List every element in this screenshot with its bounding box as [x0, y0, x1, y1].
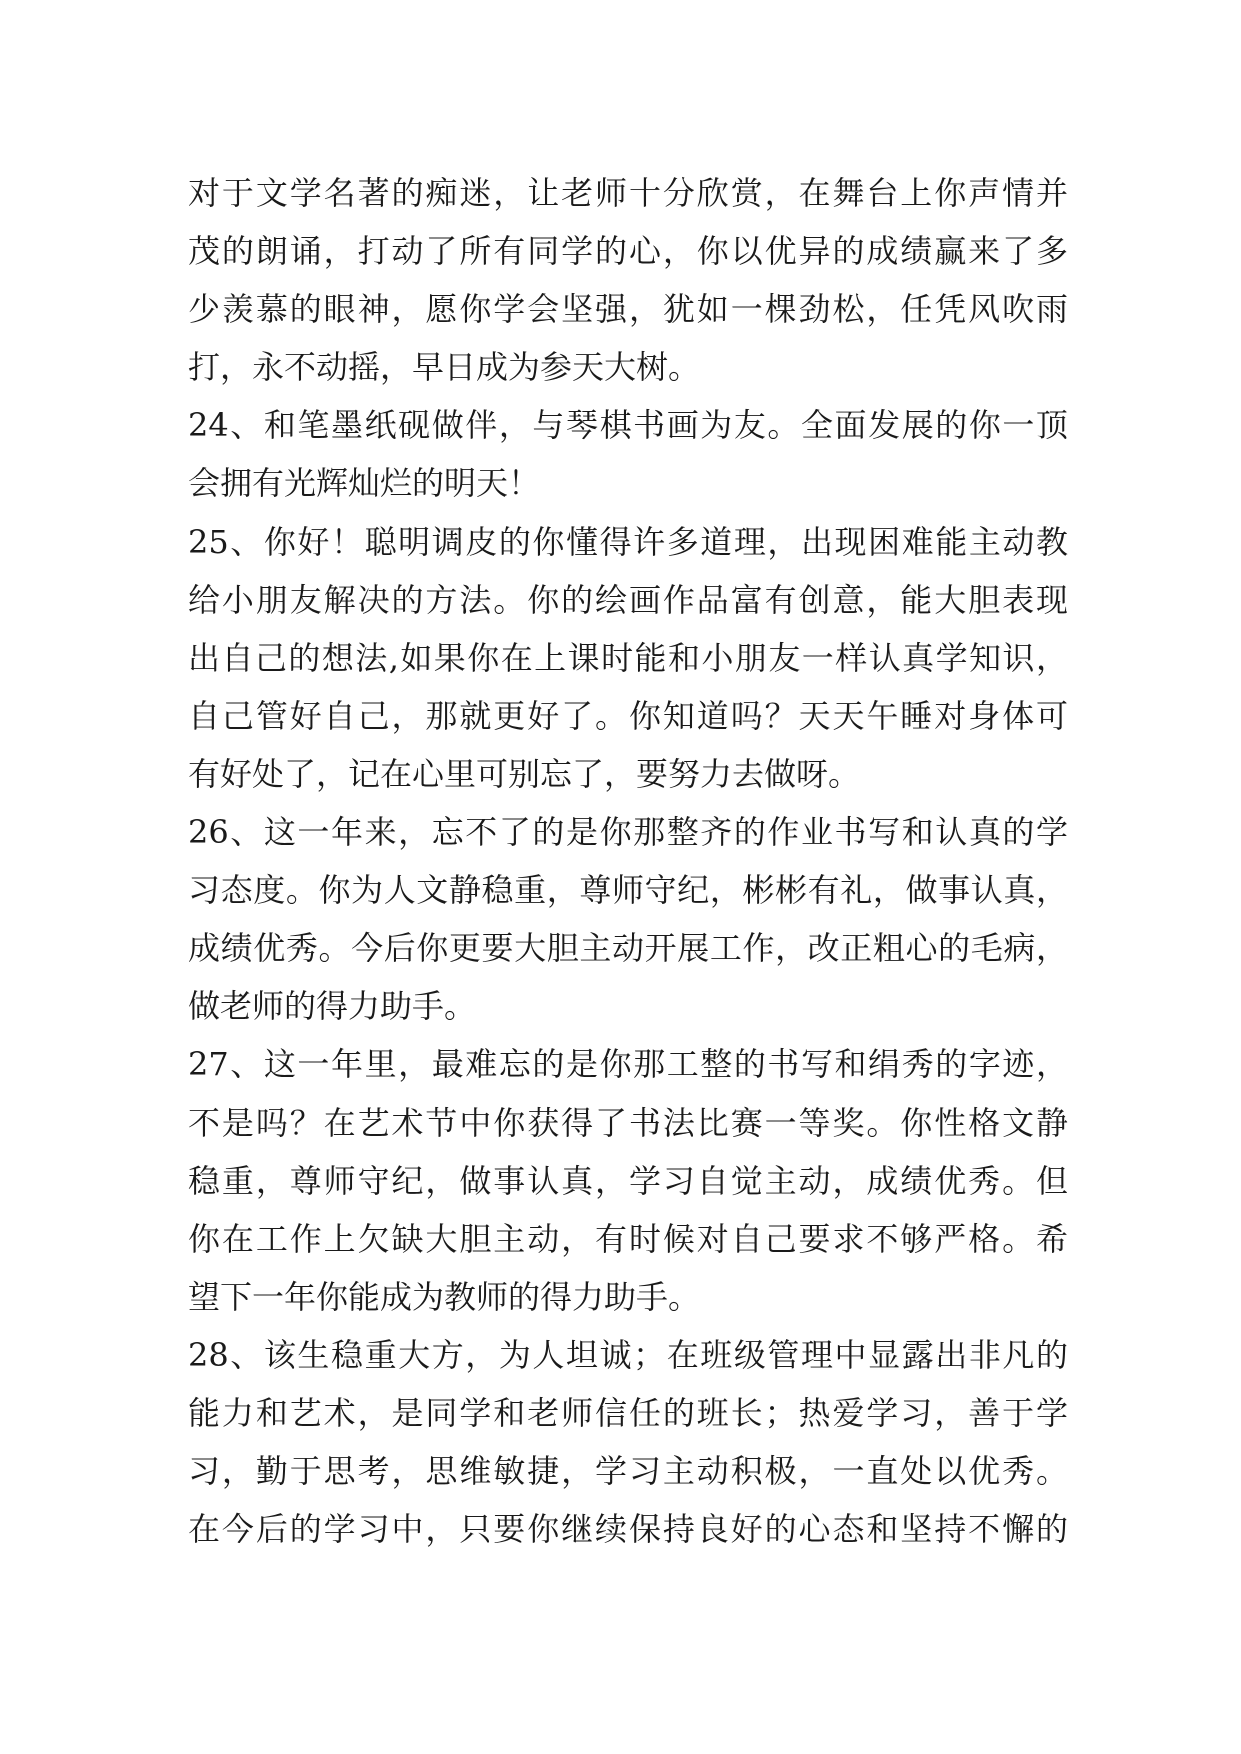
text-line: 成绩优秀。今后你更要大胆主动开展工作，改正粗心的毛病，	[188, 929, 1068, 968]
text-line: 少羡慕的眼神，愿你学会坚强，犹如一棵劲松，任凭风吹雨	[188, 290, 1068, 329]
text-line: 28、该生稳重大方，为人坦诚；在班级管理中显露出非凡的	[188, 1335, 1068, 1374]
text-line: 你在工作上欠缺大胆主动，有时候对自己要求不够严格。希	[188, 1219, 1068, 1258]
text-line: 望下一年你能成为教师的得力助手。	[188, 1277, 701, 1316]
text-line: 打，永不动摇，早日成为参天大树。	[188, 348, 701, 387]
text-line: 能力和艺术，是同学和老师信任的班长；热爱学习，善于学	[188, 1393, 1068, 1432]
text-line: 不是吗？在艺术节中你获得了书法比赛一等奖。你性格文静	[188, 1103, 1068, 1142]
text-line: 在今后的学习中，只要你继续保持良好的心态和坚持不懈的	[188, 1510, 1068, 1549]
text-line: 27、这一年里，最难忘的是你那工整的书写和绢秀的字迹，	[188, 1045, 1068, 1084]
text-line: 会拥有光辉灿烂的明天！	[188, 464, 541, 503]
document-body	[188, 164, 1068, 1558]
text-line: 26、这一年来，忘不了的是你那整齐的作业书写和认真的学	[188, 813, 1068, 852]
text-line: 自己管好自己，那就更好了。你知道吗？天天午睡对身体可	[188, 696, 1068, 735]
text-line: 对于文学名著的痴迷，让老师十分欣赏，在舞台上你声情并	[188, 174, 1068, 212]
text-line: 茂的朗诵，打动了所有同学的心，你以优异的成绩赢来了多	[188, 232, 1068, 271]
text-line: 24、和笔墨纸砚做伴，与琴棋书画为友。全面发展的你一顶	[188, 406, 1068, 445]
text-line: 习，勤于思考，思维敏捷，学习主动积极，一直处以优秀。	[188, 1452, 1068, 1491]
text-line: 习态度。你为人文静稳重，尊师守纪，彬彬有礼，做事认真，	[188, 871, 1068, 910]
text-line: 25、你好！聪明调皮的你懂得许多道理，出现困难能主动教	[188, 522, 1068, 561]
text-line: 稳重，尊师守纪，做事认真，学习自觉主动，成绩优秀。但	[188, 1161, 1068, 1200]
text-line: 做老师的得力助手。	[188, 987, 477, 1026]
text-line: 出自己的想法,如果你在上课时能和小朋友一样认真学知识，	[188, 638, 1068, 677]
text-line: 有好处了，记在心里可别忘了，要努力去做呀。	[188, 754, 861, 793]
text-line: 给小朋友解决的方法。你的绘画作品富有创意，能大胆表现	[188, 580, 1068, 619]
